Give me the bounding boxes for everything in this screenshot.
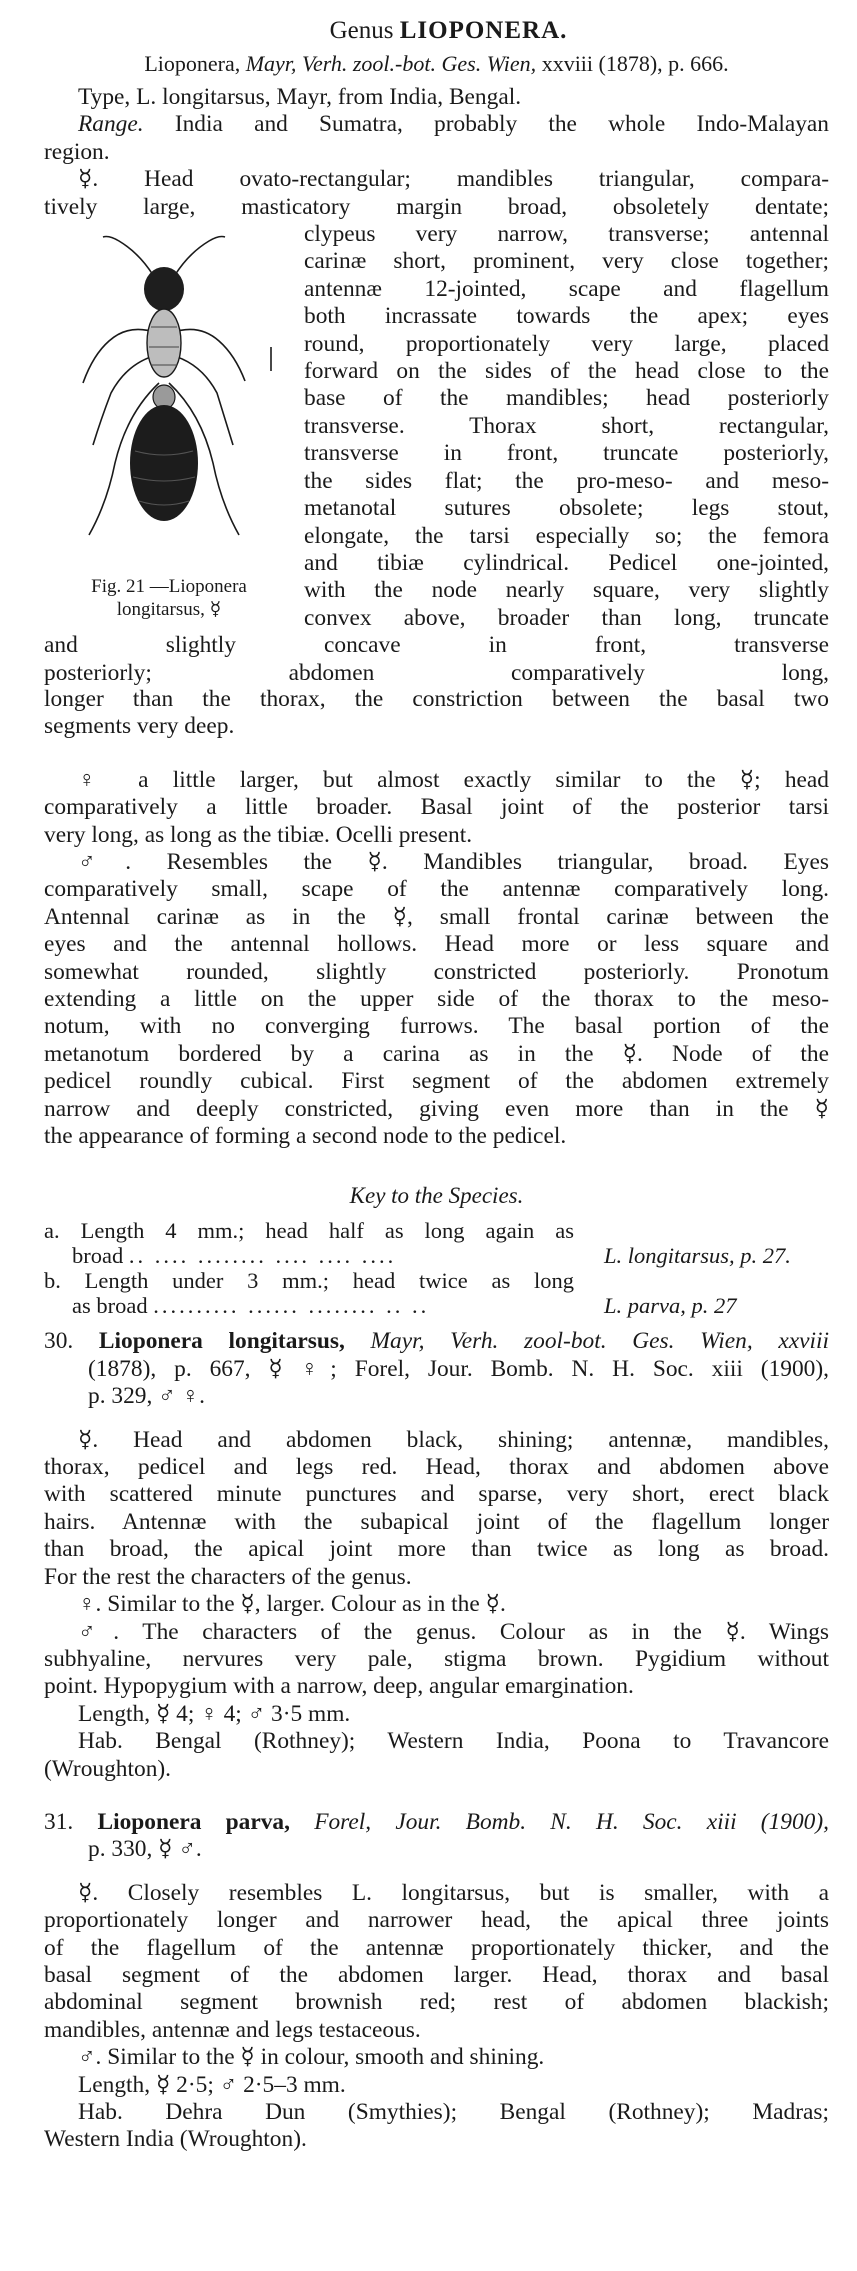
wrap-line: transverse in front, truncate posteriorly,: [304, 440, 829, 467]
species-key: [44, 1218, 829, 1318]
genus-title: [68, 14, 829, 48]
genus-citation-rest: xxviii (1878), p. 666.: [541, 51, 729, 76]
key-row-line: a. Length 4 mm.; head half as long again as: [44, 1218, 574, 1244]
species-30-heading: [44, 1328, 829, 1355]
species-citation-line: p. 330, ☿ ♂.: [88, 1836, 202, 1863]
male-line: eyes and the antennal hollows. Head more or less square and: [44, 931, 829, 958]
genus-citation-name: Lioponera,: [144, 51, 241, 76]
worker-line: abdominal segment brownish red; rest of abdomen blackish;: [44, 1989, 829, 2016]
worker-line: proportionately longer and narrower head, the apical three joints: [44, 1907, 829, 1934]
key-row-text: as broad: [72, 1293, 148, 1319]
type-line: Type, L. longitarsus, Mayr, from India, Bengal.: [78, 84, 522, 110]
hab-line: (Wroughton).: [44, 1755, 172, 1782]
key-row-line: b. Length under 3 mm.; head twice as long: [44, 1268, 574, 1294]
male-line: ♂. The characters of the genus. Colour as in the ☿. Wings: [78, 1618, 829, 1645]
wrap-line: metanotal sutures obsolete; legs stout,: [304, 495, 829, 522]
female-line: ♀. Similar to the ☿, larger. Colour as in the ☿.: [78, 1591, 506, 1618]
worker-line: thorax, pedicel and legs red. Head, thorax and abdomen above: [44, 1454, 829, 1481]
key-row-text: broad: [72, 1243, 124, 1269]
worker-line: basal segment of the abdomen larger. Head, thorax and basal: [44, 1961, 829, 1988]
wrap-line: with the node nearly square, very slightly: [304, 577, 829, 604]
wrap-line: carinæ short, prominent, very close together;: [304, 248, 829, 275]
genus-citation-author: Mayr,: [245, 51, 297, 76]
male-line: Antennal carinæ as in the ☿, small frontal carinæ between the: [44, 903, 829, 930]
species-30: [44, 1328, 829, 1783]
figure-caption-line: longitarsus, ☿: [116, 599, 222, 621]
hab-line: Hab. Dehra Dun (Smythies); Bengal (Rothney); Madras;: [78, 2099, 829, 2125]
worker-line: ☿. Head and abdomen black, shining; antennæ, mandibles,: [78, 1426, 829, 1453]
worker-line: ☿. Closely resembles L. longitarsus, but is smaller, with a: [78, 1879, 829, 1906]
wrap-line: antennæ 12-jointed, scape and flagellum: [304, 275, 829, 302]
male-line: narrow and deeply constricted, giving even more than in the ☿: [44, 1095, 829, 1122]
key-row: [44, 1218, 829, 1268]
hab-line: Western India (Wroughton).: [44, 2126, 307, 2153]
species-number: 31.: [44, 1808, 74, 1835]
length-line: Length, ☿ 2·5; ♂ 2·5–3 mm.: [78, 2071, 346, 2098]
wrap-line: and tibiæ cylindrical. Pedicel one-jointed,: [304, 549, 829, 576]
species-citation-line: p. 329, ♂ ♀.: [88, 1383, 205, 1410]
genus-title-name: LIOPONERA.: [399, 17, 568, 44]
worker-line: For the rest the characters of the genus.: [44, 1563, 412, 1590]
wrap-line: base of the mandibles; head posteriorly: [304, 385, 829, 412]
figure-21: [44, 223, 294, 621]
male-line: point. Hypopygium with a narrow, deep, angular emargination.: [44, 1673, 634, 1700]
worker-line: tively large, masticatory margin broad, obsoletely dentate;: [44, 193, 829, 220]
worker-tail-line: segments very deep.: [44, 713, 235, 740]
species-citation-line: (1878), p. 667, ☿ ♀; Forel, Jour. Bomb. N. H. Soc. xiii (1900),: [88, 1355, 829, 1382]
female-line: very long, as long as the tibiæ. Ocelli present.: [44, 821, 473, 848]
species-name: Lioponera parva,: [97, 1808, 290, 1835]
male-line: extending a little on the upper side of the thorax to the meso-: [44, 986, 829, 1012]
genus-title-prefix: Genus: [329, 17, 394, 44]
worker-line: ☿. Head ovato-rectangular; mandibles triangular, compara-: [78, 166, 829, 193]
wrap-line: elongate, the tarsi especially so; the femora: [304, 522, 829, 549]
male-line: ♂. Similar to the ☿ in colour, smooth and shining.: [78, 2044, 545, 2071]
worker-line: with scattered minute punctures and sparse, very short, erect black: [44, 1481, 829, 1508]
wrap-line: the sides flat; the pro-meso- and meso-: [304, 467, 829, 494]
worker-line: mandibles, antennæ and legs testaceous.: [44, 2016, 421, 2043]
key-row-ref: L. longitarsus, p. 27.: [604, 1243, 791, 1269]
range-label: Range.: [78, 111, 144, 138]
wrap-line: forward on the sides of the head close to the: [304, 358, 829, 385]
wrap-line: round, proportionately very large, placed: [304, 330, 829, 357]
male-line: pedicel roundly cubical. First segment of the abdomen extremely: [44, 1068, 829, 1095]
female-line: comparatively a little broader. Basal joint of the posterior tarsi: [44, 794, 829, 821]
range-line-2: region.: [44, 138, 110, 165]
species-31: [44, 1809, 829, 2154]
length-line: Length, ☿ 4; ♀ 4; ♂ 3·5 mm.: [78, 1700, 351, 1727]
worker-line: of the flagellum of the antennæ proportionately thicker, and the: [44, 1934, 829, 1961]
genus-description: [44, 84, 829, 1150]
male-line: comparatively small, scape of the antennæ comparatively long.: [44, 876, 829, 903]
male-line: notum, with no converging furrows. The basal portion of the: [44, 1013, 829, 1040]
male-line: subhyaline, nervures very pale, stigma brown. Pygidium without: [44, 1645, 829, 1672]
species-citation: Forel, Jour. Bomb. N. H. Soc. xiii (1900),: [314, 1808, 830, 1835]
male-line: somewhat rounded, slightly constricted posteriorly. Pronotum: [44, 958, 829, 985]
male-line: ♂. Resembles the ☿. Mandibles triangular, broad. Eyes: [78, 848, 829, 875]
figure-block: [44, 221, 829, 687]
figure-caption: [44, 575, 294, 621]
range-line: [44, 111, 829, 138]
worker-line: hairs. Antennæ with the subapical joint of the flagellum longer: [44, 1508, 829, 1535]
species-citation: Mayr, Verh. zool-bot. Ges. Wien, xxviii: [370, 1328, 829, 1355]
genus-citation-journal: Verh. zool.-bot. Ges. Wien,: [301, 51, 537, 76]
worker-line: than broad, the apical joint more than twice as long as broad.: [44, 1536, 829, 1563]
range-text: India and Sumatra, probably the whole Indo-Malayan: [174, 111, 829, 138]
wrap-line: convex above, broader than long, truncate: [304, 604, 829, 631]
male-line: the appearance of forming a second node to the pedicel.: [44, 1123, 567, 1150]
ant-illustration-icon: [49, 223, 289, 553]
male-line: metanotum bordered by a carina as in the ☿. Node of the: [44, 1040, 829, 1067]
hab-line: Hab. Bengal (Rothney); Western India, Poona to Travancore: [78, 1728, 829, 1755]
wrap-line: both incrassate towards the apex; eyes: [304, 303, 829, 330]
worker-tail-line: longer than the thorax, the constriction between the basal two: [44, 685, 829, 712]
wrap-line: clypeus very narrow, transverse; antennal: [304, 221, 829, 248]
figure-caption-line: Fig. 21 —Lioponera: [91, 576, 247, 598]
key-row-leader: .......... ...... ........ .. ..: [153, 1293, 430, 1319]
species-name: Lioponera longitarsus,: [98, 1328, 345, 1355]
species-31-heading: [44, 1809, 829, 1836]
wrap-line: posteriorly; abdomen comparatively long,: [44, 659, 829, 686]
key-row-leader: .. .... ........ .... .... ....: [128, 1243, 397, 1269]
wrap-line: and slightly concave in front, transverse: [44, 632, 829, 659]
wrap-line: transverse. Thorax short, rectangular,: [304, 412, 829, 439]
key-heading: Key to the Species.: [349, 1183, 524, 1209]
key-row-ref: L. parva, p. 27: [604, 1293, 737, 1319]
genus-citation: [44, 48, 829, 80]
female-line: ♀ a little larger, but almost exactly similar to the ☿; head: [78, 766, 829, 793]
species-number: 30.: [44, 1328, 74, 1355]
key-row: [44, 1268, 829, 1318]
